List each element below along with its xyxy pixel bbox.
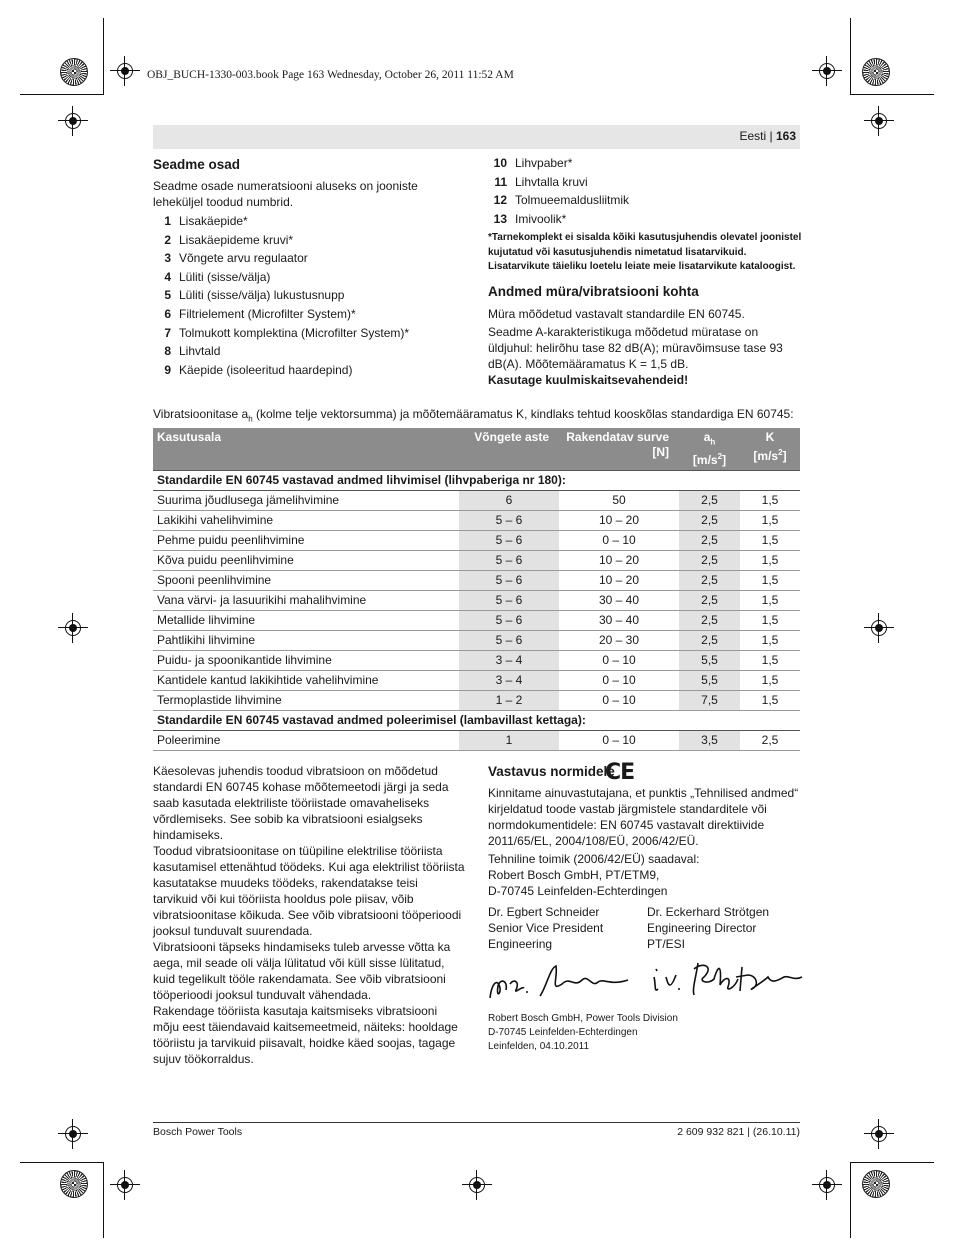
- list-item: 4 Lüliti (sisse/välja): [164, 269, 271, 284]
- registration-rosette: [60, 58, 88, 86]
- registration-rosette: [862, 1170, 890, 1198]
- cell-level: 1 – 2: [459, 691, 559, 711]
- cell-k: 1,5: [740, 611, 800, 631]
- cell-force: 0 – 10: [559, 531, 679, 551]
- list-item: 2 Lisakäepideme kruvi*: [164, 232, 294, 247]
- cell-force: 0 – 10: [559, 691, 679, 711]
- crop-line: [850, 1162, 851, 1238]
- registration-mark: [812, 1170, 842, 1200]
- table-row: [153, 591, 800, 611]
- table-row: [153, 731, 800, 751]
- cell-k: 1,5: [740, 491, 800, 511]
- cell-k: 1,5: [740, 651, 800, 671]
- list-item: 1 Lisakäepide*: [164, 214, 248, 228]
- list-item: 13 Imivoolik*: [493, 211, 567, 226]
- vibration-note-2: Toodud vibratsioonitase on tüüpiline elektrilise tööriista kasutamisel ettenähtud töödeks. Kui aga elektrilist tööriista kasutatakse muudeks töödeks, rakendatakse teisi tarvikuid või kui tööriista hooldus pole piisav, võib vibratsioonitase kõikuda. See võib vibratsiooni tööperioodi jooksul tunduvalt suurendada.: [153, 844, 465, 938]
- cell-k: 1,5: [740, 671, 800, 691]
- registration-mark: [864, 613, 894, 643]
- list-item: 12 Tolmueemaldusliitmik: [493, 193, 630, 208]
- table-row: [153, 511, 800, 531]
- cell-level: 5 – 6: [459, 611, 559, 631]
- cell-ah: 2,5: [679, 611, 740, 631]
- table-header-row: [153, 428, 800, 471]
- col-header-area: Kasutusala: [153, 428, 459, 471]
- cell-area: Pahtlikihi lihvimine: [153, 631, 459, 651]
- noise-levels: Seadme A-karakteristikuga mõõdetud müratase on üldjuhul: helirõhu tase 82 dB(A); müravõimsuse tase 93 dB(A). Mõõtemääramatus K = 1,5 dB.: [488, 325, 783, 371]
- vibration-note-1: Käesolevas juhendis toodud vibratsioon on mõõdetud standardi EN 60745 kohase mõõtemeetodi järgi ja seda saab kasutada elektriliste tööriistade omavaheliseks võrdlemiseks. See sobib ka vibratsiooni esialgseks hindamiseks.: [153, 764, 449, 842]
- table-row: [153, 551, 800, 571]
- table-row: [153, 611, 800, 631]
- cell-area: Spooni peenlihvimine: [153, 571, 459, 591]
- print-header: OBJ_BUCH-1330-003.book Page 163 Wednesday, October 26, 2011 11:52 AM: [147, 69, 514, 81]
- cell-k: 1,5: [740, 571, 800, 591]
- registration-mark: [58, 1119, 88, 1149]
- signature-right-icon: [648, 955, 806, 1007]
- footer-left: Bosch Power Tools: [153, 1126, 243, 1138]
- header-separator: |: [769, 129, 773, 143]
- cell-area: Termoplastide lihvimine: [153, 691, 459, 711]
- col-header-k: K $[m/s^2]$: [740, 428, 800, 471]
- cell-k: 1,5: [740, 551, 800, 571]
- cell-ah: 5,5: [679, 651, 740, 671]
- conformity-heading: Vastavus normidele: [488, 764, 615, 779]
- parts-heading: Seadme osad: [153, 157, 241, 172]
- crop-line: [850, 1162, 934, 1163]
- vibration-notes: [153, 763, 465, 1067]
- cell-level: 5 – 6: [459, 531, 559, 551]
- crop-line: [20, 1162, 104, 1163]
- signature-left-icon: [486, 958, 636, 1006]
- list-item: 5 Lüliti (sisse/välja) lukustusnupp: [164, 288, 345, 303]
- table-section-label: Standardile EN 60745 vastavad andmed poleerimisel (lambavillast kettaga):: [153, 711, 800, 731]
- parts-intro: Seadme osade numeratsiooni aluseks on jooniste leheküljel toodud numbrid.: [153, 179, 418, 209]
- list-item: 11 Lihvtalla kruvi: [494, 174, 588, 189]
- cell-level: 5 – 6: [459, 571, 559, 591]
- cell-level: 6: [459, 491, 559, 511]
- list-item: 3 Võngete arvu regulaator: [164, 251, 308, 266]
- cell-k: 1,5: [740, 591, 800, 611]
- cell-level: 1: [459, 731, 559, 751]
- vibration-intro: Vibratsioonitase $a_h$ (kolme telje vektorsumma) ja mõõtemääramatus K, kindlaks tehtud kooskõlas standardiga EN 60745:: [153, 407, 794, 424]
- col-header-force: Rakendatav surve [N]: [559, 428, 679, 471]
- signatory-right: Dr. Eckerhard Strötgen Engineering Director PT/ESI: [647, 905, 770, 951]
- cell-ah: 2,5: [679, 551, 740, 571]
- cell-force: 10 – 20: [559, 511, 679, 531]
- table-row: [153, 491, 800, 511]
- crop-line: [850, 94, 934, 95]
- company-address: Robert Bosch GmbH, Power Tools Division D-70745 Leinfelden-Echterdingen Leinfelden, 04.10.2011: [488, 1013, 678, 1052]
- technical-file: Tehniline toimik (2006/42/EÜ) saadaval: Robert Bosch GmbH, PT/ETM9, D-70745 Leinfelden-Echterdingen: [488, 852, 700, 898]
- cell-force: 30 – 40: [559, 591, 679, 611]
- table-row: [153, 531, 800, 551]
- cell-area: Puidu- ja spoonikantide lihvimine: [153, 651, 459, 671]
- cell-level: 5 – 6: [459, 551, 559, 571]
- table-section-row: [153, 471, 800, 491]
- col-header-level: Võngete aste: [459, 428, 559, 471]
- list-item: 7 Tolmukott komplektina (Microfilter System)*: [164, 325, 410, 340]
- cell-force: 50: [559, 491, 679, 511]
- noise-warning: Kasutage kuulmiskaitsevahendeid!: [488, 373, 689, 387]
- cell-ah: 2,5: [679, 511, 740, 531]
- noise-heading: Andmed müra/vibratsiooni kohta: [488, 284, 699, 299]
- registration-mark: [110, 1170, 140, 1200]
- vibration-note-4: Rakendage tööriista kasutaja kaitsmiseks vibratsiooni mõju eest täiendavaid kaitsemeetmeid, näiteks: hooldage tööriistu ja tarvikuid piisavalt, hoidke käed soojas, tagage sujuv töökorraldus.: [153, 1004, 458, 1066]
- list-item: 9 Käepide (isoleeritud haardepind): [164, 362, 353, 377]
- list-item: 8 Lihvtald: [164, 344, 221, 359]
- signatory-left: Dr. Egbert Schneider Senior Vice President Engineering: [488, 905, 604, 951]
- cell-k: 1,5: [740, 531, 800, 551]
- cell-k: 1,5: [740, 511, 800, 531]
- cell-k: 1,5: [740, 691, 800, 711]
- running-header: [700, 129, 796, 143]
- cell-force: 0 – 10: [559, 731, 679, 751]
- registration-mark: [812, 56, 842, 86]
- crop-line: [20, 94, 104, 95]
- cell-ah: 2,5: [679, 631, 740, 651]
- cell-area: Lakikihi vahelihvimine: [153, 511, 459, 531]
- crop-line: [850, 18, 851, 94]
- footer-right: 2 609 932 821 | (26.10.11): [677, 1126, 800, 1138]
- table-section-label: Standardile EN 60745 vastavad andmed lihvimisel (lihvpaberiga nr 180):: [153, 471, 800, 491]
- registration-rosette: [60, 1170, 88, 1198]
- cell-area: Kantidele kantud lakikihtide vahelihvimine: [153, 671, 459, 691]
- table-row: [153, 691, 800, 711]
- list-item: 6 Filtrielement (Microfilter System)*: [164, 306, 356, 321]
- parts-footnote: *Tarnekomplekt ei sisalda kõiki kasutusjuhendis olevatel joonistel kujutatud või kasutusjuhendis nimetatud lisatarvikuid. Lisatarvikute täieliku loetelu leiate meie lisatarvikute kataloogist.: [488, 232, 802, 272]
- header-language: Eesti: [739, 129, 767, 143]
- footer-rule: [153, 1122, 800, 1123]
- cell-force: 20 – 30: [559, 631, 679, 651]
- cell-force: 30 – 40: [559, 611, 679, 631]
- cell-area: Vana värvi- ja lasuurikihi mahalihvimine: [153, 591, 459, 611]
- cell-area: Metallide lihvimine: [153, 611, 459, 631]
- cell-ah: 3,5: [679, 731, 740, 751]
- cell-ah: 2,5: [679, 571, 740, 591]
- vibration-table: [153, 428, 800, 751]
- cell-force: 10 – 20: [559, 571, 679, 591]
- list-item: 10 Lihvpaber*: [493, 156, 573, 170]
- cell-level: 3 – 4: [459, 671, 559, 691]
- cell-level: 3 – 4: [459, 651, 559, 671]
- ce-mark-icon: CE: [605, 760, 635, 785]
- table-row: [153, 631, 800, 651]
- table-section-row: [153, 711, 800, 731]
- registration-mark: [864, 106, 894, 136]
- cell-level: 5 – 6: [459, 591, 559, 611]
- registration-rosette: [862, 58, 890, 86]
- table-row: [153, 571, 800, 591]
- header-page-number: 163: [775, 129, 796, 143]
- cell-k: 2,5: [740, 731, 800, 751]
- registration-mark: [462, 1170, 492, 1200]
- conformity-statement: Kinnitame ainuvastutajana, et punktis „Tehnilised andmed“ kirjeldatud toode vastab järgmistele standarditele või normdokumentidele: EN 60745 vastavalt direktiivide 2011/65/EL, 2004/108/EÜ, 2006/42/EÜ.: [488, 786, 799, 848]
- table-row: [153, 651, 800, 671]
- parts-list-right: [481, 154, 801, 228]
- cell-ah: 2,5: [679, 591, 740, 611]
- cell-ah: 5,5: [679, 671, 740, 691]
- registration-mark: [58, 106, 88, 136]
- cell-k: 1,5: [740, 631, 800, 651]
- cell-force: 0 – 10: [559, 671, 679, 691]
- cell-level: 5 – 6: [459, 511, 559, 531]
- cell-area: Suurima jõudlusega jämelihvimine: [153, 491, 459, 511]
- cell-area: Poleerimine: [153, 731, 459, 751]
- cell-ah: 2,5: [679, 531, 740, 551]
- registration-mark: [110, 56, 140, 86]
- registration-mark: [864, 1119, 894, 1149]
- cell-ah: 7,5: [679, 691, 740, 711]
- cell-force: 10 – 20: [559, 551, 679, 571]
- cell-area: Pehme puidu peenlihvimine: [153, 531, 459, 551]
- noise-standard: Müra mõõdetud vastavalt standardile EN 60745.: [488, 307, 745, 321]
- registration-mark: [58, 613, 88, 643]
- parts-list-left: [153, 212, 473, 379]
- table-row: [153, 671, 800, 691]
- cell-area: Kõva puidu peenlihvimine: [153, 551, 459, 571]
- col-header-ah: $a_h$ $[m/s^2]$: [679, 428, 740, 471]
- cell-ah: 2,5: [679, 491, 740, 511]
- vibration-note-3: Vibratsiooni täpseks hindamiseks tuleb arvesse võtta ka aega, mil seade oli välja lülitatud või küll sisse lülitatud, kuid tegelikult tööle rakendamata. See võib vibratsiooni tööperioodi jooksul tunduvalt vähendada.: [153, 940, 451, 1002]
- crop-line: [103, 18, 104, 94]
- cell-level: 5 – 6: [459, 631, 559, 651]
- cell-force: 0 – 10: [559, 651, 679, 671]
- crop-line: [103, 1162, 104, 1238]
